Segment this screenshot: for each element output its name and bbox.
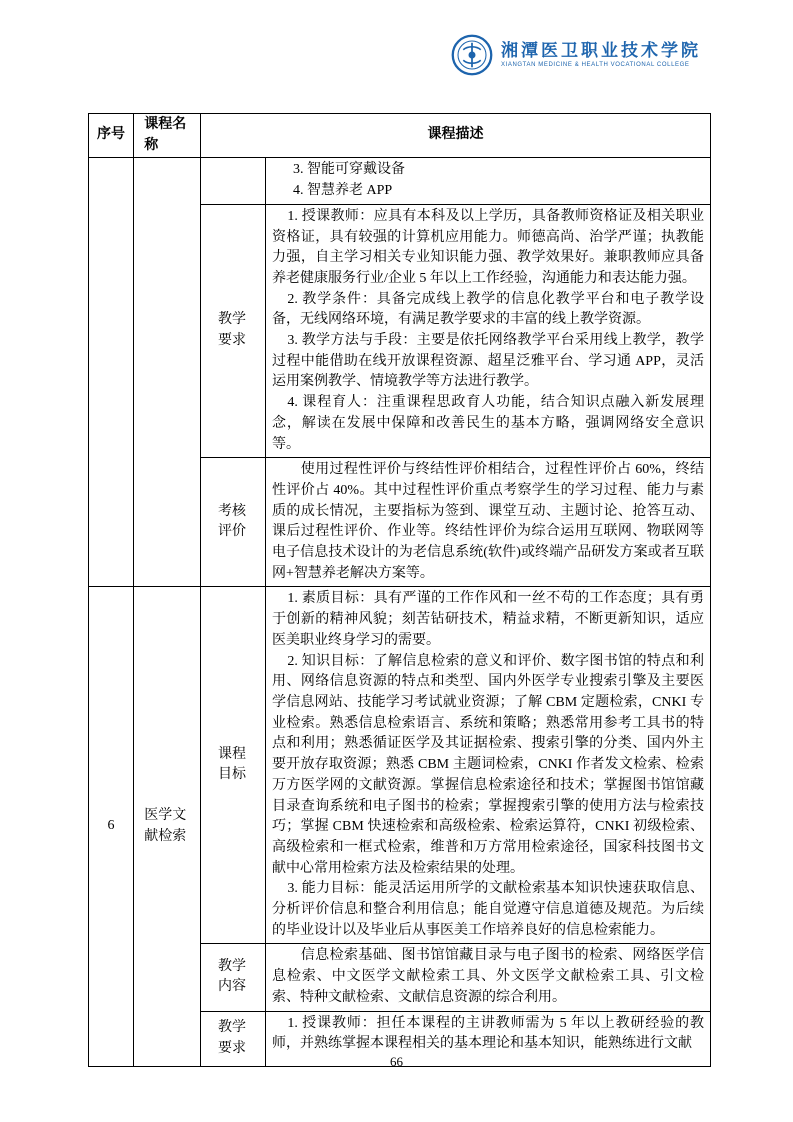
paragraph: 2. 知识目标：了解信息检索的意义和评价、数字图书馆的特点和利用、网络信息资源的特点和类型、国内外医学专业搜索引擎及主要医学信息网站、技能学习考试就业资源；了解 CBM 定题检索，CNKI 专业检索。熟悉信息检索语言、系统和策略；熟悉常用参考工具书的特点和利用；熟悉循证医学及其证据检索、搜索引擎的分类、国内外主要开放存取资源；熟悉 CBM 主题词检索，CNKI 作者发文检索、检索万方医学网的文献资源。掌握信息检索途径和技术；掌握图书馆馆藏目录查询系统和电子图书的检索；掌握搜索引擎的使用方法与检索技巧；掌握 CBM 快速检索和高级检索、检索运算符，CNKI 初级检索、高级检索和一框式检索，维普和万方常用检索途径，国家科技图书文献中心常用检索方法及检索结果的处理。 <box>272 653 704 876</box>
section-label-assessment <box>201 458 266 587</box>
header-cell-desc: 课程描述 <box>201 114 711 158</box>
assessment-content-cell <box>266 458 711 587</box>
section-label-text: 教学要求 <box>217 312 246 349</box>
page-header <box>0 34 701 76</box>
prev-course-content-list-cell <box>266 158 711 204</box>
paragraph: 1. 授课教师：应具有本科及以上学历，具备教师资格证及相关职业资格证，具有较强的计算机应用能力。师德高尚、治学严谨；执教能力强，自主学习相关专业知识能力强、教学效果好。兼职教师应具备养老健康服务行业/企业 5 年以上工作经验，沟通能力和表达能力强。 <box>272 208 704 286</box>
college-logo <box>451 34 701 76</box>
page-number: 66 <box>390 1054 403 1069</box>
course-objectives-content-cell <box>266 587 711 944</box>
paragraph: 4. 课程育人：注重课程思政育人功能，结合知识点融入新发展理念，解读在发展中保障和改善民生的基本方略，强调网络安全意识等。 <box>272 395 704 452</box>
header-cell-name-text: 课程名称 <box>144 117 187 153</box>
section-label-text: 课程目标 <box>217 746 246 783</box>
section-label-text: 考核评价 <box>217 503 246 540</box>
course6-objectives-row <box>89 587 711 944</box>
paragraph: 2. 教学条件：具备完成线上教学的信息化教学平台和电子教学设备，无线网络环境，有满足教学要求的丰富的线上教学资源。 <box>272 291 704 328</box>
paragraph: 1. 授课教师：担任本课程的主讲教师需为 5 年以上教研经验的教师，并熟练掌握本课程相关的基本理论和基本知识，能熟练进行文献 <box>272 1015 704 1052</box>
content-list-item: 4. 智慧养老 APP <box>293 183 393 199</box>
page-footer <box>0 1054 793 1070</box>
header-cell-name <box>134 114 201 158</box>
college-name-cn: 湘潭医卫职业技术学院 <box>501 40 701 60</box>
header-cell-no: 序号 <box>89 114 134 158</box>
prev-course-content-row <box>89 158 711 204</box>
paragraph: 使用过程性评价与终结性评价相结合，过程性评价占 60%，终结性评价占 40%。其中过程性评价重点考察学生的学习过程、能力与素质的成长情况，主要指标为签到、课堂互动、主题讨论、抢答互动、课后过程性评价、作业等。终结性评价为综合运用互联网、物联网等电子信息技术设计的为老信息系统(软件)或终端产品研发方案或者互联网+智慧养老解决方案等。 <box>272 462 704 581</box>
prev-course-no-cell <box>89 158 134 587</box>
course-description-table <box>88 113 711 1067</box>
section-label-teaching-content <box>201 944 266 1011</box>
college-logo-icon <box>451 34 493 76</box>
section-label-text: 教学内容 <box>217 958 246 995</box>
college-name-en: XIANGTAN MEDICINE & HEALTH VOCATIONAL COLLEGE <box>501 61 690 68</box>
course-name-text: 医学文献检索 <box>144 807 187 844</box>
prev-course-empty-label-cell <box>201 158 266 204</box>
section-label-course-objectives <box>201 587 266 944</box>
section-label-text: 教学要求 <box>217 1019 246 1056</box>
course-name-cell <box>134 587 201 1066</box>
teaching-requirements-content-cell <box>266 204 711 457</box>
content-list-item: 3. 智能可穿戴设备 <box>293 162 405 178</box>
prev-course-name-cell <box>134 158 201 587</box>
paragraph: 3. 能力目标：能灵活运用所学的文献检索基本知识快速获取信息、分析评价信息和整合利用信息；能自觉遵守信息道德及规范。为后续的毕业设计以及毕业后从事医美工作培养良好的信息检索能力。 <box>272 881 704 938</box>
college-name-block <box>501 41 701 70</box>
paragraph: 3. 教学方法与手段：主要是依托网络教学平台采用线上教学，教学过程中能借助在线开放课程资源、超星泛雅平台、学习通 APP，灵活运用案例教学、情境教学等方法进行教学。 <box>272 333 704 390</box>
table-header-row <box>89 114 711 158</box>
section-label-teaching-requirements <box>201 204 266 457</box>
course-no-cell: 6 <box>89 587 134 1066</box>
teaching-content-cell <box>266 944 711 1011</box>
paragraph: 信息检索基础、图书馆馆藏目录与电子图书的检索、网络医学信息检索、中文医学文献检索工具、外文医学文献检索工具、引文检索、特种文献检索、文献信息资源的综合利用。 <box>272 948 704 1005</box>
paragraph: 1. 素质目标：具有严谨的工作作风和一丝不苟的工作态度；具有勇于创新的精神风貌；刻苦钻研技术，精益求精，不断更新知识，适应医美职业终身学习的需要。 <box>272 591 704 648</box>
